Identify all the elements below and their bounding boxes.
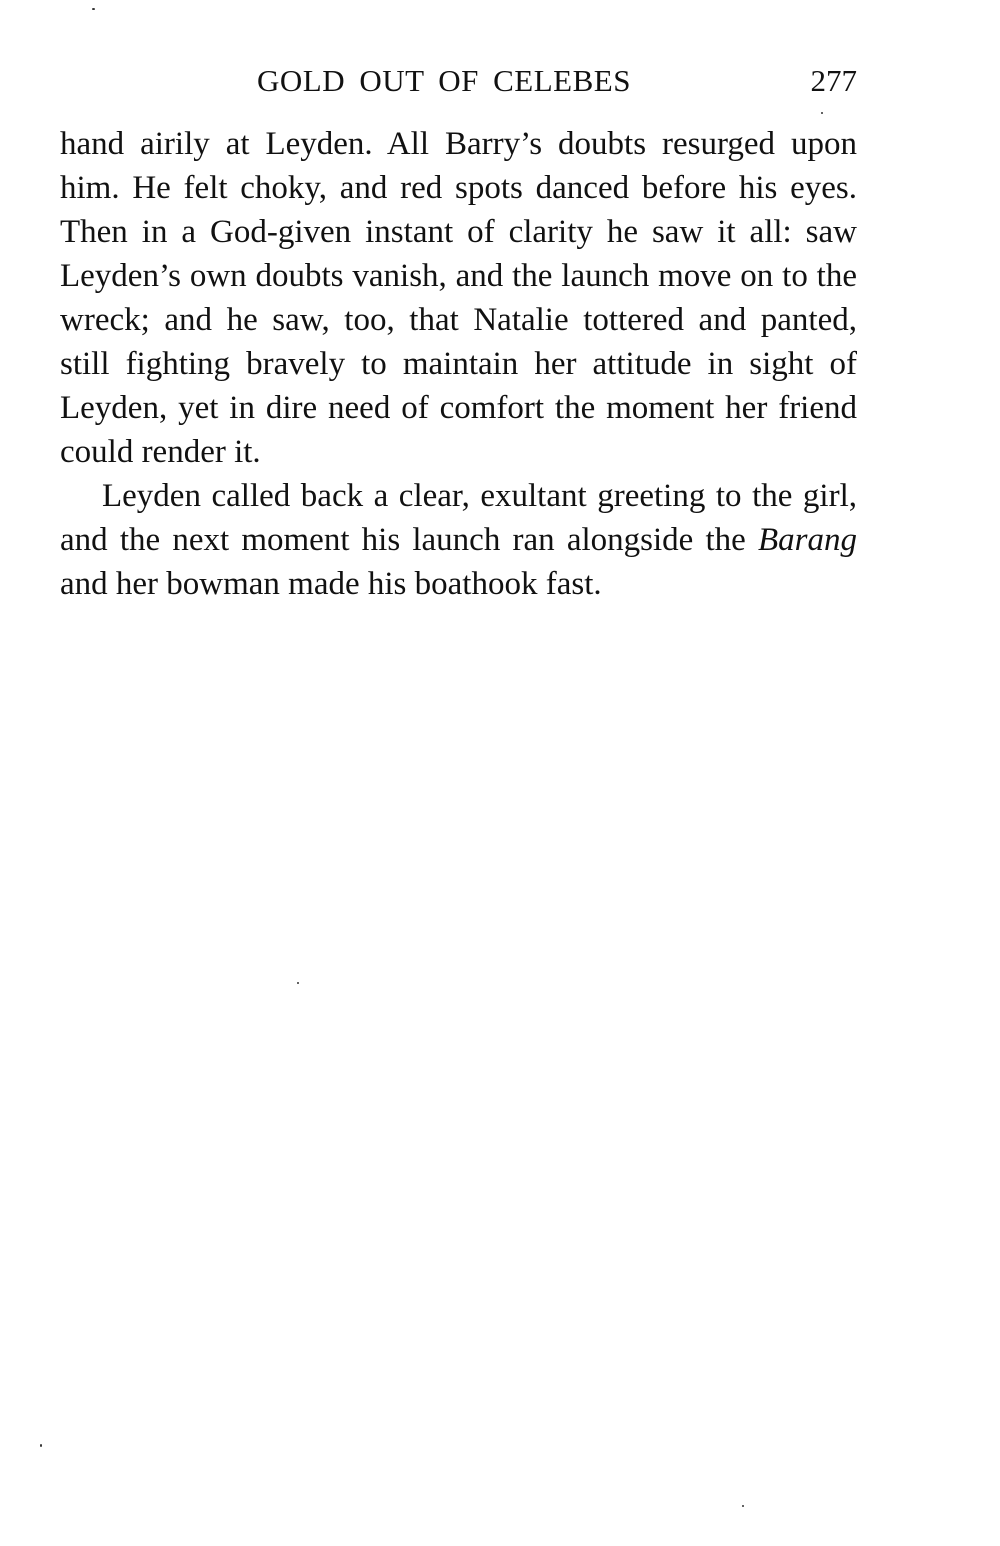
body-text xyxy=(60,122,857,606)
paragraph xyxy=(60,474,857,606)
paragraph-text: and her bowman made his boathook fast. xyxy=(60,566,602,602)
page-number: 277 xyxy=(810,63,857,98)
paragraph-text: Leyden called back a clear, exultant greeting to the girl, and the next moment his launch ran alongside the xyxy=(60,478,857,558)
scan-speck xyxy=(742,1505,744,1507)
scan-speck xyxy=(40,1444,42,1447)
scan-speck xyxy=(821,112,823,114)
ship-name: Barang xyxy=(758,522,857,558)
running-head xyxy=(60,58,857,104)
scan-speck xyxy=(297,982,299,984)
scan-speck xyxy=(92,8,95,10)
paragraph-continued: hand airily at Leyden. All Barry’s doubts resurged upon him. He felt choky, and red spots danced before his eyes. Then in a God-given instant of clarity he saw it all: saw Leyden’s own doubts vanish, and the launch move on to the wreck; and he saw, too, that Natalie tottered and panted, still fighting bravely to maintain her attitude in sight of Leyden, yet in dire need of comfort the moment her friend could render it. xyxy=(60,126,857,470)
running-title: GOLD OUT OF CELEBES xyxy=(257,63,631,98)
